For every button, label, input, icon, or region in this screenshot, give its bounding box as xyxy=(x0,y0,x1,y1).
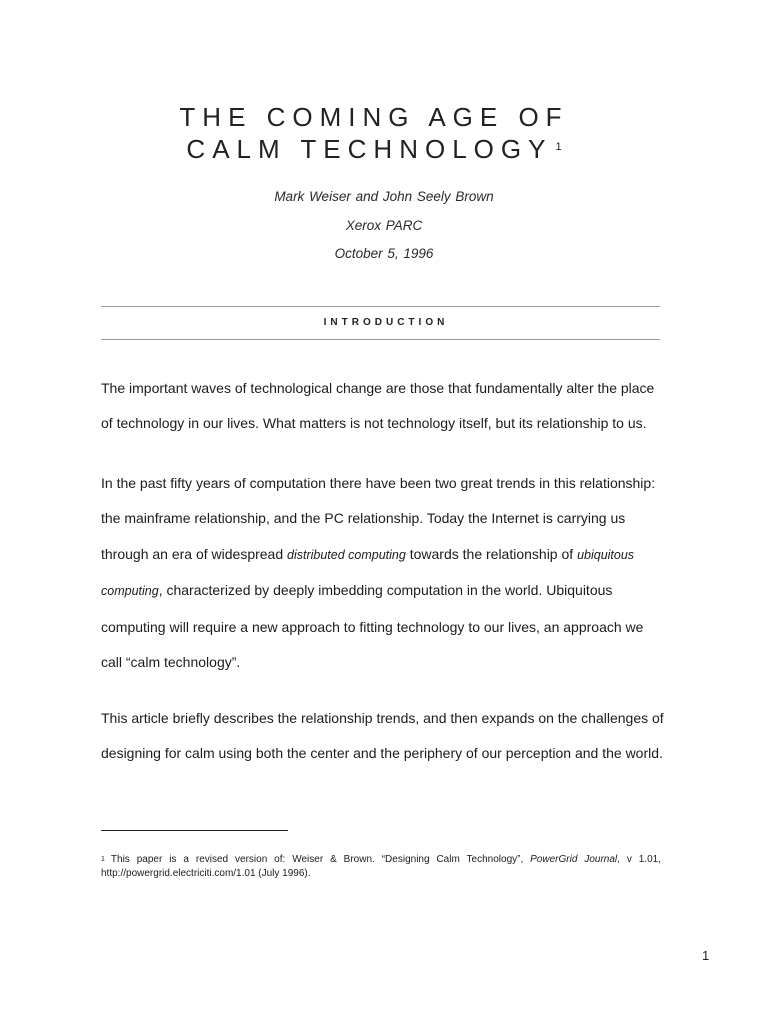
page-number: 1 xyxy=(702,948,710,963)
paragraph-2-text-b: towards the relationship of xyxy=(405,545,578,562)
footnote-journal: PowerGrid Journal xyxy=(530,854,618,865)
paper-title-line-1 xyxy=(0,101,758,133)
footnote-text-a: This paper is a revised version of: Weiser & Brown. “Designing Calm Technology”, xyxy=(110,854,531,865)
paper-title-line-2-text: CALM TECHNOLOGY xyxy=(186,134,553,164)
footnote xyxy=(101,853,661,881)
section-rule-bottom xyxy=(101,339,660,340)
term-ubiquitous-computing: ubiquitous computing xyxy=(101,547,635,599)
footnote-separator xyxy=(101,830,288,831)
section-heading: INTRODUCTION xyxy=(323,317,449,328)
paragraph-2-text-c: , characterized by deeply imbedding computation in the world. Ubiquitous computing will require a new approach to fitting technology to our lives, an approach we call “calm technology”. xyxy=(101,582,644,671)
body-paragraph-1: The important waves of technological change are those that fundamentally alter the place of technology in our lives. What matters is not technology itself, but its relationship to us. xyxy=(101,380,655,432)
body-paragraph-3: This article briefly describes the relationship trends, and then expands on the challenges of designing for calm using both the center and the periphery of our perception and the world. xyxy=(101,710,664,762)
authors: Mark Weiser and John Seely Brown xyxy=(274,189,494,204)
paper-title-line-1-text: THE COMING AGE OF xyxy=(179,102,569,132)
title-footnote-ref: 1 xyxy=(555,141,562,153)
publication-date: October 5, 1996 xyxy=(334,246,434,261)
term-distributed-computing: distributed computing xyxy=(287,547,406,562)
affiliation: Xerox PARC xyxy=(345,218,423,233)
body-paragraph-2 xyxy=(101,466,666,680)
paragraph-2-text-a: In the past fifty years of computation there have been two great trends in this relationship: the mainframe relationship, and the PC relationship. Today the Internet is carrying us through an era of widespread xyxy=(101,475,656,562)
section-rule-top xyxy=(101,306,660,307)
footnote-text-b: , v 1.01, http://powergrid.electriciti.com/1.01 (July 1996). xyxy=(101,854,662,879)
paper-title-line-2 xyxy=(0,133,758,165)
footnote-mark: 1 xyxy=(101,856,105,863)
